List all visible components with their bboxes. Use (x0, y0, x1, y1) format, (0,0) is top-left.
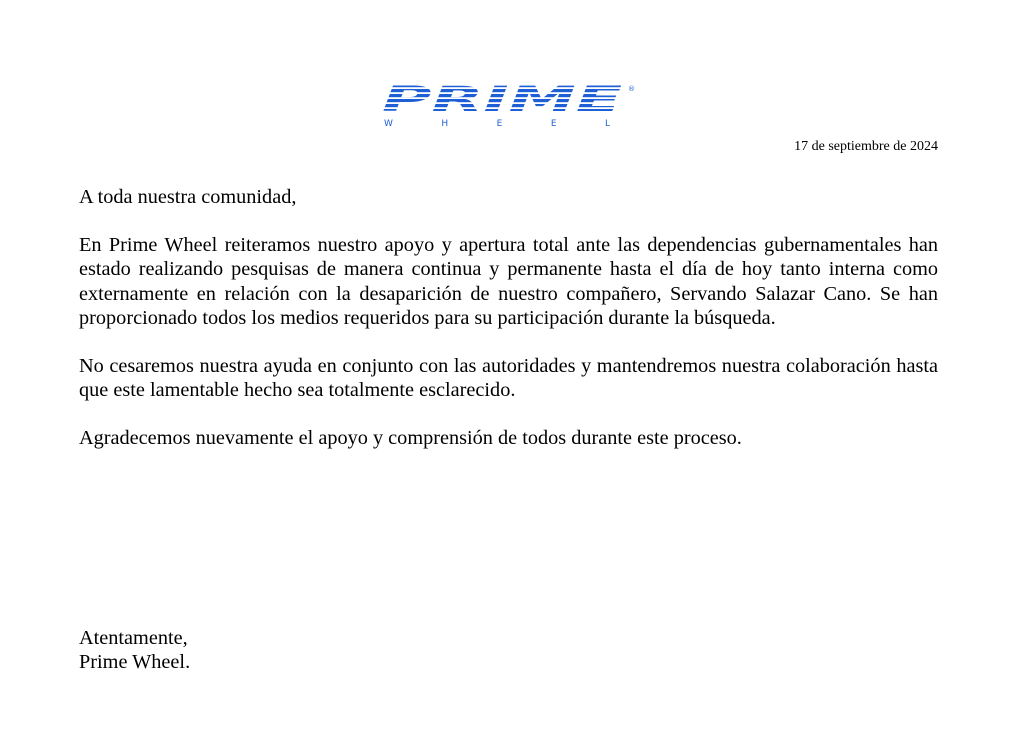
salutation: A toda nuestra comunidad, (79, 186, 297, 208)
paragraph-2: No cesaremos nuestra ayuda en conjunto con las autoridades y mantendremos nuestra colaboración hasta que este lamentable hecho sea totalmente esclarecido. (79, 355, 938, 402)
prime-wheel-logo-graphic (378, 84, 642, 130)
prime-wheel-logo (378, 84, 642, 130)
registered-mark: ® (628, 85, 635, 93)
paragraph-1: En Prime Wheel reiteramos nuestro apoyo y apertura total ante las dependencias gubernamentales han estado realizando pesquisas de manera continua y permanente hasta el día de hoy tanto interna como externamente en relación con la desaparición de nuestro compañero, Servando Salazar Cano. Se han proporcionado todos los medios requeridos para su participación durante la búsqueda. (79, 234, 938, 329)
logo-subtitle: WHEEL (384, 119, 610, 129)
letter-date: 17 de septiembre de 2024 (794, 139, 938, 154)
letter-body (79, 185, 938, 451)
closing-line: Atentamente, (79, 627, 188, 649)
signature: Prime Wheel. (79, 651, 191, 674)
paragraph-3: Agradecemos nuevamente el apoyo y comprensión de todos durante este proceso. (79, 427, 742, 450)
logo-wordmark: PRIME (382, 84, 623, 120)
closing-block (79, 626, 190, 674)
